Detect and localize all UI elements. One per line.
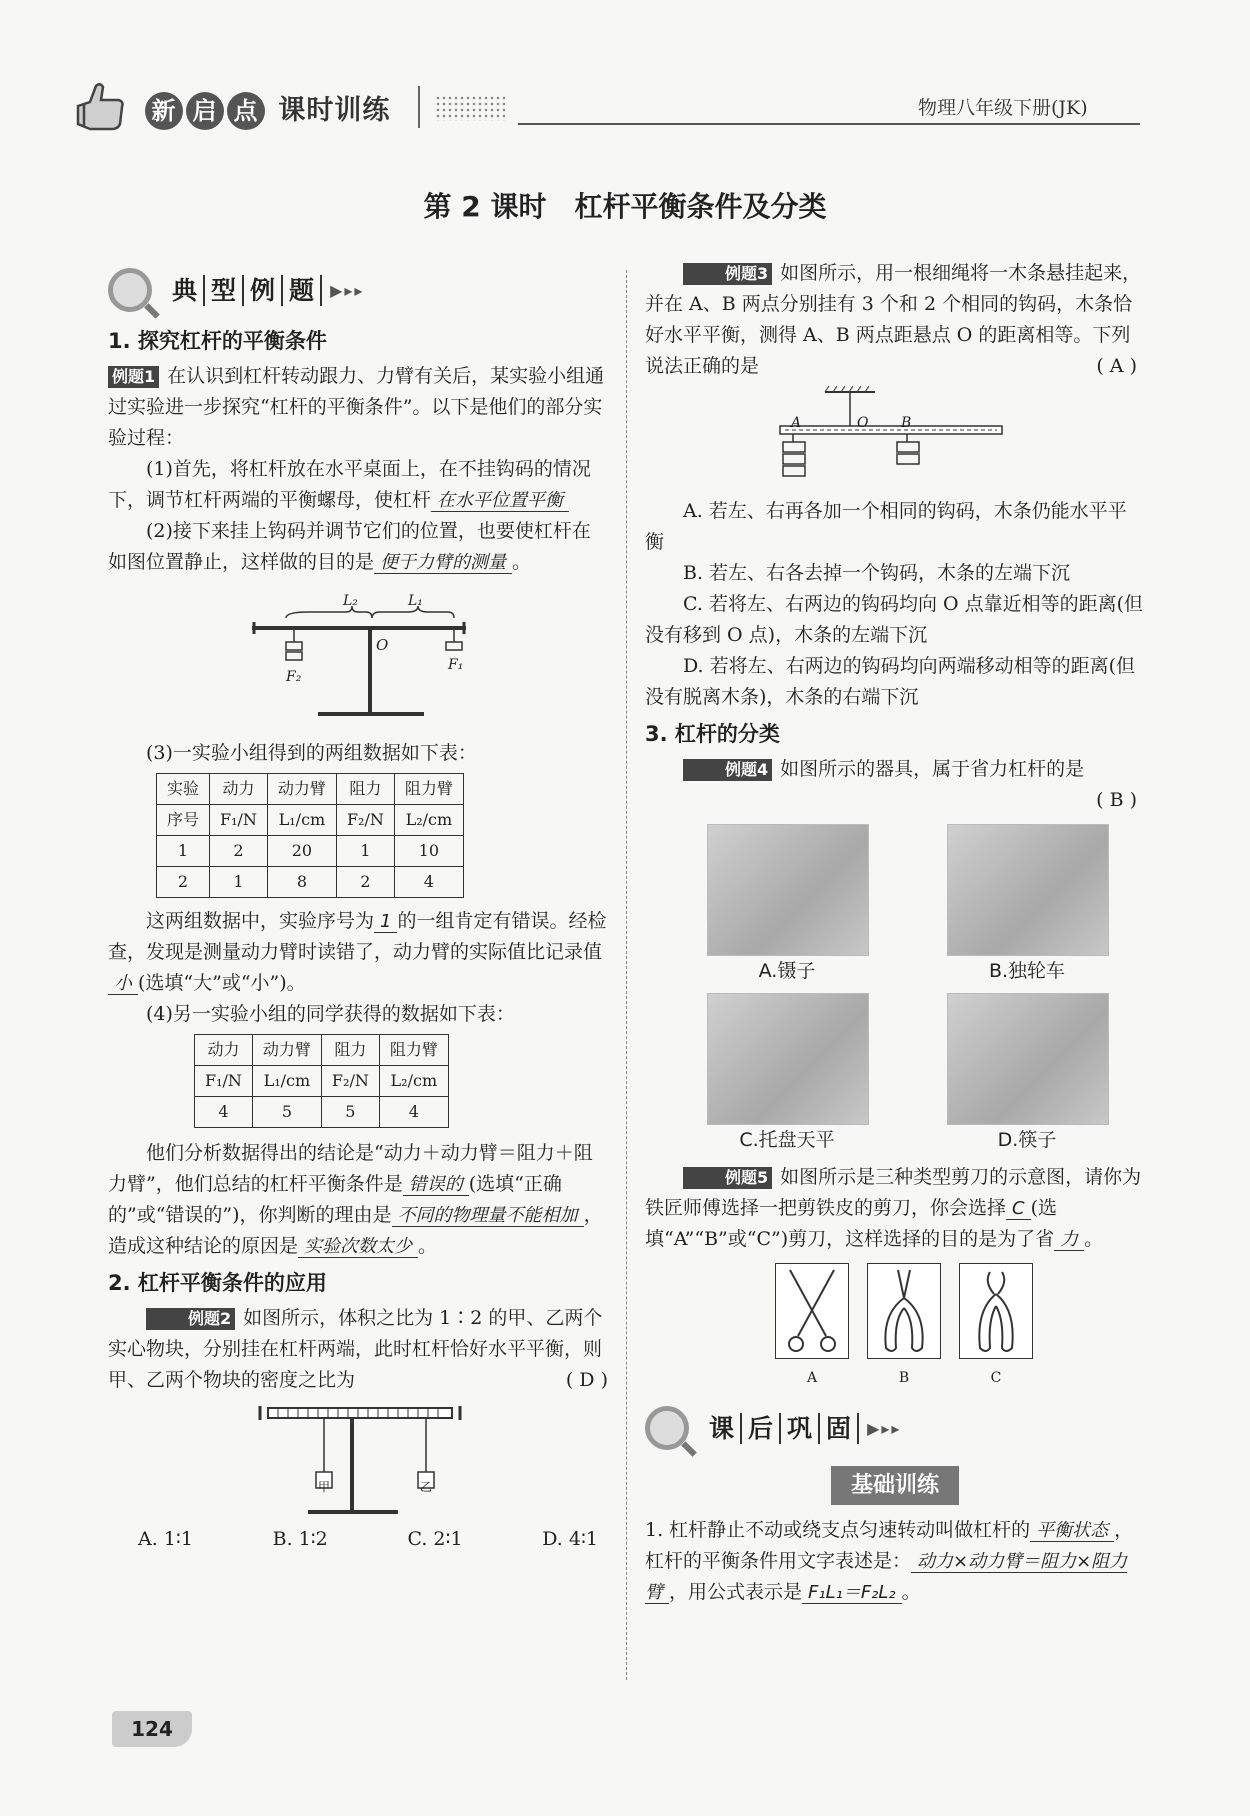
example-tag: 例题1 xyxy=(108,366,159,388)
basic-training-band xyxy=(645,1466,1145,1505)
label-jia: 甲 xyxy=(318,1480,331,1494)
band-label: 基础训练 xyxy=(831,1466,959,1505)
image-caption: D.筷子 xyxy=(997,1129,1057,1151)
label-f1: F₁ xyxy=(448,657,464,673)
column-divider xyxy=(626,270,627,1680)
table-cell: 20 xyxy=(267,836,336,867)
example-tag: 例题2 xyxy=(146,1308,235,1330)
label-yi: 乙 xyxy=(420,1480,433,1494)
subsection-title: 2. 杠杆平衡条件的应用 xyxy=(108,1271,327,1295)
example-text: 。 xyxy=(1084,1228,1104,1250)
table-cell: L₂/cm xyxy=(394,805,463,836)
page-number: 124 xyxy=(112,1711,192,1747)
section-char: 固 xyxy=(820,1413,859,1444)
table-header-row xyxy=(195,1035,449,1066)
table-header-row xyxy=(195,1066,449,1097)
table-cell: 阻力臂 xyxy=(394,774,463,805)
table-row xyxy=(195,1097,449,1128)
answer-blank: 在水平位置平衡 xyxy=(431,490,569,512)
question-text: (选填“正确的”或“错误的”)，你判断的理由是 xyxy=(108,1173,562,1226)
table-cell: F₁/N xyxy=(195,1066,253,1097)
question-1 xyxy=(645,1515,1145,1608)
table-cell: 动力 xyxy=(195,1035,253,1066)
section-char: 题 xyxy=(283,275,322,306)
label-a: A xyxy=(791,415,802,431)
question-text: (1)首先，将杠杆放在水平桌面上，在不挂钩码的情况下，调节杠杆两端的平衡螺母，使杠杆 xyxy=(108,458,591,511)
example-1-q3b xyxy=(108,906,608,999)
example-1-q1 xyxy=(108,454,608,516)
table-cell: L₁/cm xyxy=(252,1066,321,1097)
table-cell: L₂/cm xyxy=(379,1066,448,1097)
triangle-arrows-icon: ▶▸▸ xyxy=(330,280,365,300)
section-char: 课 xyxy=(703,1413,742,1444)
example-tag: 例题5 xyxy=(683,1167,772,1189)
example-text: 如图所示，体积之比为 1∶2 的甲、乙两个实心物块，分别挂在杠杆两端，此时杠杆恰好水平平衡，则甲、乙两个物块的密度之比为 xyxy=(108,1307,603,1391)
option: C. 2∶1 xyxy=(407,1528,463,1550)
label-f2: F₂ xyxy=(286,669,302,685)
example-1-q4: (4)另一实验小组的同学获得的数据如下表： xyxy=(146,1003,515,1025)
subsection-title: 1. 探究杠杆的平衡条件 xyxy=(108,329,327,353)
triangle-arrows-icon: ▶▸▸ xyxy=(867,1418,902,1438)
answer-blank: 错误的 xyxy=(403,1174,469,1196)
magnifier-icon xyxy=(645,1406,689,1450)
brand-suffix: 课时训练 xyxy=(278,95,391,126)
answer-choice: ( D ) xyxy=(565,1369,608,1391)
scissors-icon xyxy=(867,1263,941,1359)
table-cell: 动力臂 xyxy=(252,1035,321,1066)
question-text: ，用公式表示是 xyxy=(669,1581,803,1603)
scissors-icon xyxy=(775,1263,849,1359)
example-3-option: C. 若将左、右两边的钩码均向 O 点靠近相等的距离(但没有移到 O 点)，木条的左端下沉 xyxy=(645,593,1144,646)
answer-blank: 平衡状态 xyxy=(1030,1520,1114,1542)
page-title: 第 2 课时 杠杆平衡条件及分类 xyxy=(423,190,827,223)
example-2-options xyxy=(108,1524,608,1555)
subsection-title: 3. 杠杆的分类 xyxy=(645,722,780,746)
answer-blank: 1 xyxy=(374,911,397,933)
image-chopsticks xyxy=(947,993,1147,1156)
question-text: 他们分析数据得出的结论是“动力＋动力臂＝阻力＋阻力臂”，他们总结的杠杆平衡条件是 xyxy=(108,1142,593,1195)
brand-char: 启 xyxy=(186,92,224,130)
table-cell: 5 xyxy=(321,1097,379,1128)
scissor-a xyxy=(775,1263,849,1388)
answer-blank: 动力×动力臂＝阻力×阻力臂 xyxy=(645,1551,1128,1603)
example-text: 在认识到杠杆转动跟力、力臂有关后，某实验小组通过实验进一步探究“杠杆的平衡条件”。以下是他们的部分实验过程： xyxy=(108,365,605,449)
option: A. 1∶1 xyxy=(138,1528,193,1550)
answer-blank: 力 xyxy=(1054,1229,1084,1251)
table-cell: L₁/cm xyxy=(267,805,336,836)
example-3-option: B. 若左、右各去掉一个钩码，木条的左端下沉 xyxy=(683,562,1071,584)
chopsticks-photo-icon xyxy=(947,993,1109,1125)
wheelbarrow-photo-icon xyxy=(947,824,1109,956)
data-table-2 xyxy=(194,1034,449,1128)
table-header-row xyxy=(157,774,464,805)
header-dot-pattern xyxy=(435,95,505,121)
question-text: 。 xyxy=(901,1581,921,1603)
table-cell: 4 xyxy=(195,1097,253,1128)
question-text: 的一组肯定有错误。经检查，发现是测量动力臂时读错了，动力臂的实际值比记录值 xyxy=(108,910,607,963)
table-cell: F₂/N xyxy=(336,805,394,836)
table-cell: 1 xyxy=(157,836,210,867)
section-header-typical-examples xyxy=(108,268,608,312)
table-row xyxy=(157,836,464,867)
header-rule xyxy=(518,123,1140,125)
scissor-label: A xyxy=(806,1370,818,1386)
scissor-b xyxy=(867,1263,941,1388)
table-cell: 2 xyxy=(157,867,210,898)
answer-choice: ( B ) xyxy=(1096,789,1137,811)
example-1-q3: (3)一实验小组得到的两组数据如下表： xyxy=(146,742,477,764)
question-text: ，造成这种结论的原因是 xyxy=(108,1204,603,1257)
table-cell: 4 xyxy=(379,1097,448,1128)
answer-choice: ( A ) xyxy=(1096,355,1137,377)
table-cell: 阻力臂 xyxy=(379,1035,448,1066)
table-cell: 阻力 xyxy=(336,774,394,805)
section-char: 巩 xyxy=(781,1413,820,1444)
lever-figure-1 xyxy=(108,584,608,734)
section-char: 后 xyxy=(742,1413,781,1444)
section-char: 型 xyxy=(205,275,244,306)
lever-figure-2 xyxy=(108,1402,608,1522)
scissor-label: B xyxy=(898,1370,910,1386)
example-3-text xyxy=(645,258,1145,382)
example-tag: 例题4 xyxy=(683,759,772,781)
question-text: (2)接下来挂上钩码并调节它们的位置，也要使杠杆在如图位置静止，这样做的目的是 xyxy=(108,520,591,573)
image-caption: A.镊子 xyxy=(758,960,816,982)
label-l1: L₁ xyxy=(408,593,423,609)
question-text: 1. 杠杆静止不动或绕支点匀速转动叫做杠杆的 xyxy=(645,1519,1031,1541)
example-3-option: D. 若将左、右两边的钩码均向两端移动相等的距离(但没有脱离木条)，木条的右端下沉 xyxy=(645,655,1136,708)
example-tag: 例题3 xyxy=(683,263,772,285)
example-1-q2: (2)接下来挂上钩码并调节它们的位置，也要使杠杆在如图位置静止，这样做的目的是 便于力臂的测量 。 xyxy=(108,520,591,573)
scissor-label: C xyxy=(990,1370,1002,1386)
brand-char: 新 xyxy=(145,92,183,130)
label-b: B xyxy=(901,415,912,431)
answer-blank: C xyxy=(1006,1198,1031,1220)
example-text: 如图所示是三种类型剪刀的示意图，请你为铁匠师傅选择一把剪铁皮的剪刀，你会选择 xyxy=(645,1166,1142,1219)
table-cell: 2 xyxy=(336,867,394,898)
brand-char: 点 xyxy=(227,92,265,130)
image-tweezers xyxy=(707,824,907,987)
answer-blank: 便于力臂的测量 xyxy=(374,552,512,574)
header-separator xyxy=(418,86,420,128)
table-cell: F₂/N xyxy=(321,1066,379,1097)
table-cell: 5 xyxy=(252,1097,321,1128)
image-caption: C.托盘天平 xyxy=(739,1129,835,1151)
image-caption: B.独轮车 xyxy=(988,960,1066,982)
thumbs-up-logo-icon xyxy=(70,80,130,132)
table-cell: 4 xyxy=(394,867,463,898)
magnifier-icon xyxy=(108,268,152,312)
scissor-c xyxy=(959,1263,1033,1388)
option: D. 4∶1 xyxy=(542,1528,598,1550)
stick-figure-3 xyxy=(645,386,1145,496)
table-cell: 2 xyxy=(210,836,268,867)
table-cell: 1 xyxy=(210,867,268,898)
question-text: (选填“大”或“小”)。 xyxy=(138,972,306,994)
example-1-q4b: 他们分析数据得出的结论是“动力＋动力臂＝阻力＋阻力臂”，他们总结的杠杆平衡条件是 错误的 (选填“正确的”或“错误的”)，你判断的理由是 不同的物理量不能相加 ，造成这种结论的原因是 实验次数太少 。 xyxy=(108,1142,603,1257)
balance-photo-icon xyxy=(707,993,869,1125)
example-4-images xyxy=(707,824,1145,1156)
example-2-text xyxy=(108,1303,608,1396)
data-table-1 xyxy=(156,773,464,898)
table-cell: 8 xyxy=(267,867,336,898)
example-1-intro xyxy=(108,361,608,454)
table-cell: 序号 xyxy=(157,805,210,836)
example-3-option: A. 若左、右再各加一个相同的钩码，木条仍能水平平衡 xyxy=(645,500,1127,553)
table-cell: 1 xyxy=(336,836,394,867)
left-column xyxy=(108,268,608,1555)
table-cell: 阻力 xyxy=(321,1035,379,1066)
answer-blank: 实验次数太少 xyxy=(298,1236,418,1258)
section-char: 例 xyxy=(244,275,283,306)
table-cell: 动力 xyxy=(210,774,268,805)
question-text: ，杠杆的平衡条件用文字表述是： xyxy=(645,1519,1134,1572)
example-text: 如图所示，用一根细绳将一木条悬挂起来，并在 A、B 两点分别挂有 3 个和 2 个相同的钩码，木条恰好水平平衡，测得 A、B 两点距悬点 O 的距离相等。下列说法正确的是 xyxy=(645,262,1142,377)
section-header-after-class xyxy=(645,1406,1145,1450)
table-cell: 实验 xyxy=(157,774,210,805)
option: B. 1∶2 xyxy=(272,1528,328,1550)
table-cell: 动力臂 xyxy=(267,774,336,805)
example-text: (选填“A”“B”或“C”)剪刀，这样选择的目的是为了省 xyxy=(645,1197,1058,1250)
image-wheelbarrow xyxy=(947,824,1147,987)
section-char: 典 xyxy=(166,275,205,306)
example-text: 如图所示的器具，属于省力杠杆的是 xyxy=(780,758,1085,780)
scissor-figures xyxy=(775,1263,1145,1388)
image-balance xyxy=(707,993,907,1156)
label-l2: L₂ xyxy=(343,593,358,609)
right-column xyxy=(645,258,1145,1608)
answer-blank: 小 xyxy=(108,973,138,995)
answer-blank: 不同的物理量不能相加 xyxy=(392,1205,584,1227)
question-text: 这两组数据中，实验序号为 xyxy=(146,910,375,932)
label-o: O xyxy=(857,415,869,431)
table-row xyxy=(157,867,464,898)
scissors-icon xyxy=(959,1263,1033,1359)
label-o: O xyxy=(376,636,389,654)
answer-blank: F₁L₁＝F₂L₂ xyxy=(802,1582,902,1604)
table-header-row xyxy=(157,805,464,836)
table-cell: 10 xyxy=(394,836,463,867)
table-cell: F₁/N xyxy=(210,805,268,836)
example-5-text xyxy=(645,1162,1145,1255)
brand-title xyxy=(145,88,390,130)
example-4-text xyxy=(645,754,1145,785)
book-name: 物理八年级下册(JK) xyxy=(918,97,1088,119)
tweezers-photo-icon xyxy=(707,824,869,956)
